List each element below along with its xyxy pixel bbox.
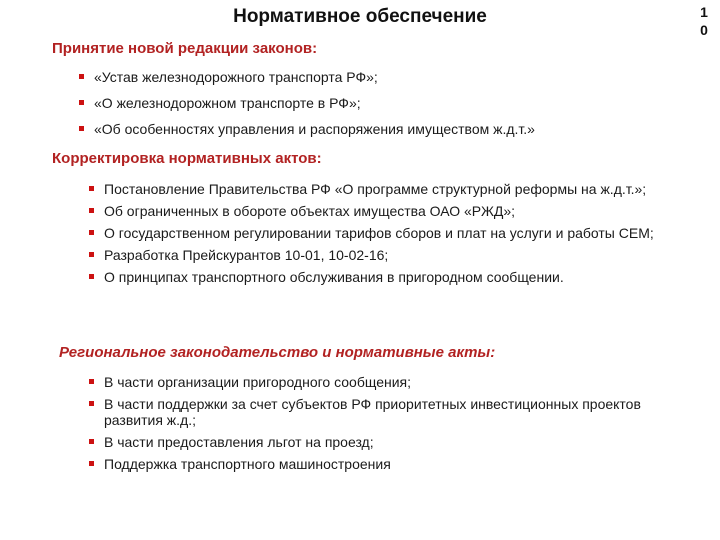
list-item: «Об особенностях управления и распоряжения имуществом ж.д.т.»: [76, 121, 656, 137]
bullet-icon: [89, 461, 94, 466]
list-item: В части предоставления льгот на проезд;: [86, 434, 698, 450]
section-heading-acts: Корректировка нормативных актов:: [52, 150, 322, 167]
bullet-icon: [89, 379, 94, 384]
list-item: Об ограниченных в обороте объектах имущества ОАО «РЖД»;: [86, 203, 698, 219]
list-item: О принципах транспортного обслуживания в пригородном сообщении.: [86, 269, 698, 285]
list-item: В части поддержки за счет субъектов РФ приоритетных инвестиционных проектов развития ж.д.;: [86, 396, 698, 428]
list-item: В части организации пригородного сообщения;: [86, 374, 698, 390]
bullet-icon: [89, 439, 94, 444]
list-item: «О железнодорожном транспорте в РФ»;: [76, 95, 656, 111]
bullet-icon: [89, 186, 94, 191]
bullet-icon: [89, 252, 94, 257]
section-list-acts: [86, 181, 698, 285]
section-list-laws: [76, 69, 656, 137]
page-title: Нормативное обеспечение: [233, 6, 487, 27]
bullet-icon: [79, 100, 84, 105]
bullet-icon: [89, 401, 94, 406]
page-number-digit-2: 0: [700, 22, 708, 38]
list-item: Постановление Правительства РФ «О программе структурной реформы на ж.д.т.»;: [86, 181, 698, 197]
section-list-regional: [86, 374, 698, 472]
bullet-icon: [89, 208, 94, 213]
section-heading-laws: Принятие новой редакции законов:: [52, 40, 318, 57]
bullet-icon: [89, 274, 94, 279]
bullet-icon: [79, 74, 84, 79]
list-item: «Устав железнодорожного транспорта РФ»;: [76, 69, 656, 85]
bullet-icon: [89, 230, 94, 235]
list-item: Поддержка транспортного машиностроения: [86, 456, 698, 472]
page-number: [697, 3, 711, 39]
section-heading-regional: Региональное законодательство и нормативные акты:: [59, 344, 496, 361]
page-number-digit-1: 1: [700, 4, 708, 20]
list-item: Разработка Прейскурантов 10-01, 10-02-16;: [86, 247, 698, 263]
list-item: О государственном регулировании тарифов сборов и плат на услуги и работы СЕМ;: [86, 225, 698, 241]
bullet-icon: [79, 126, 84, 131]
